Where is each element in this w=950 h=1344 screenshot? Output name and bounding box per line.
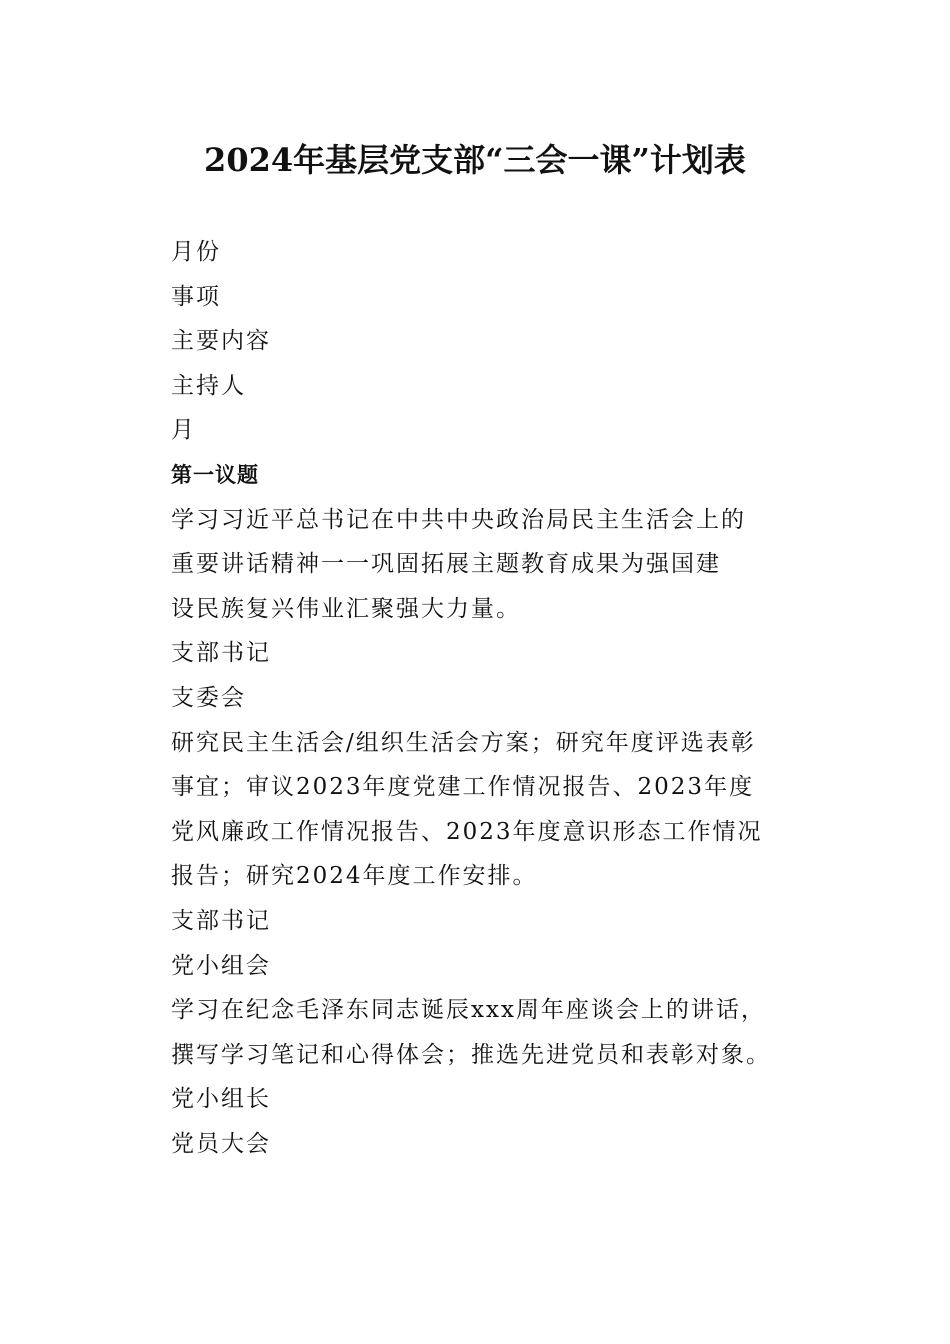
paragraph-line: 研究民主生活会/组织生活会方案；研究年度评选表彰 [171,729,756,756]
paragraph-line: 学习在纪念毛泽东同志诞辰xxx周年座谈会上的讲话， [171,997,766,1024]
item-branch-committee: 支委会 [171,684,246,711]
document-title: 2024年基层党支部“三会一课”计划表 [204,141,746,179]
paragraph-line: 撰写学习笔记和心得体会；推选先进党员和表彰对象。 [171,1041,771,1068]
month-label: 月 [171,417,196,444]
paragraph-line: 学习习近平总书记在中共中央政治局民主生活会上的 [171,506,746,533]
host-branch-secretary: 支部书记 [171,640,271,667]
paragraph-line: 重要讲话精神一一巩固拓展主题教育成果为强国建 [171,551,721,578]
first-topic-heading: 第一议题 [171,462,259,487]
header-host: 主持人 [171,372,246,399]
host-group-leader: 党小组长 [171,1086,271,1113]
paragraph-line: 党风廉政工作情况报告、2023年度意识形态工作情况 [171,818,763,845]
item-party-group-meeting: 党小组会 [171,952,271,979]
header-item: 事项 [171,283,221,310]
paragraph-line: 事宜；审议2023年度党建工作情况报告、2023年度 [171,774,755,801]
header-content: 主要内容 [171,328,271,355]
paragraph-line: 报告；研究2024年度工作安排。 [171,863,538,890]
paragraph-line: 设民族复兴伟业汇聚强大力量。 [171,595,521,622]
host-branch-secretary: 支部书记 [171,907,271,934]
item-party-member-assembly: 党员大会 [171,1130,271,1157]
document-body [171,230,781,1166]
header-month: 月份 [171,239,221,265]
